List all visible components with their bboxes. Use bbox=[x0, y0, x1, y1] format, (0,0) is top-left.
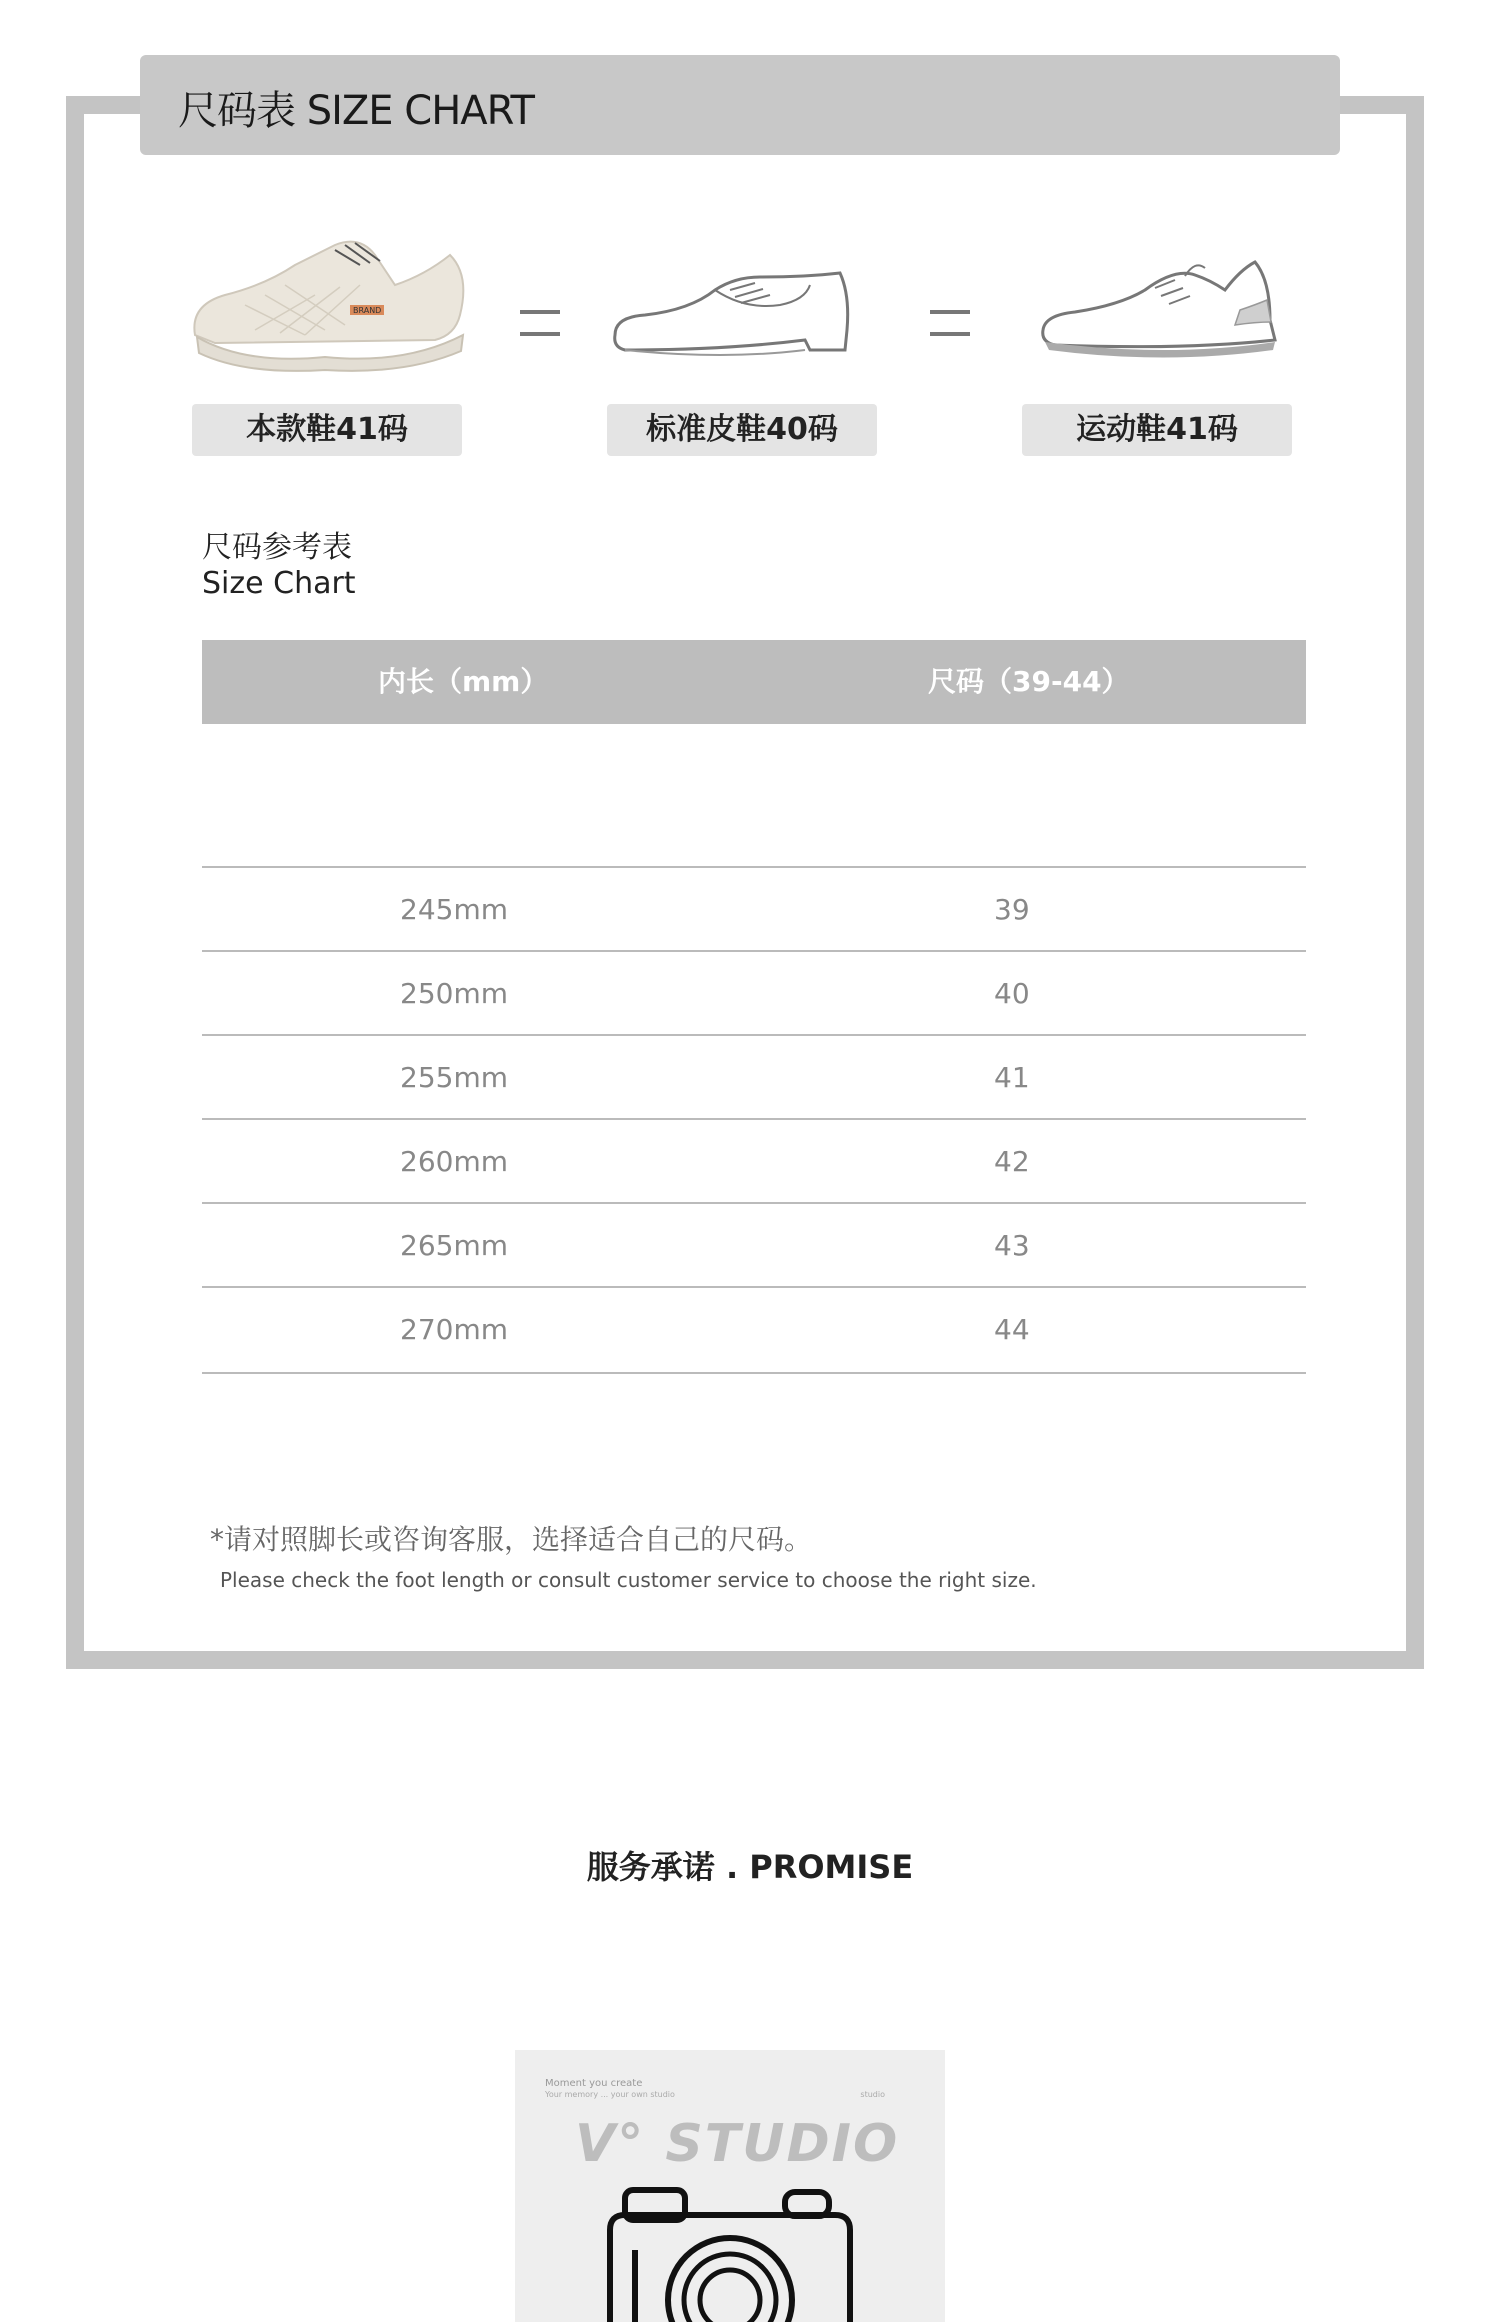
cell-size: 39 bbox=[994, 893, 1030, 926]
table-row bbox=[202, 1118, 1306, 1204]
cell-length: 255mm bbox=[400, 1061, 508, 1094]
table-row bbox=[202, 950, 1306, 1036]
studio-card-tag: studio bbox=[860, 2090, 885, 2099]
cell-size: 40 bbox=[994, 977, 1030, 1010]
sport-shoe-icon bbox=[1035, 250, 1285, 365]
cell-size: 42 bbox=[994, 1145, 1030, 1178]
size-chart-header bbox=[140, 55, 1340, 155]
comparison-label-leather-shoe: 标准皮鞋40码 bbox=[607, 404, 877, 456]
equals-sign-2 bbox=[930, 310, 970, 336]
column-header-length: 内长（mm） bbox=[378, 665, 549, 698]
cell-size: 41 bbox=[994, 1061, 1030, 1094]
table-row bbox=[202, 866, 1306, 952]
cell-length: 270mm bbox=[400, 1313, 508, 1346]
cell-size: 43 bbox=[994, 1229, 1030, 1262]
cell-length: 245mm bbox=[400, 893, 508, 926]
size-table-title bbox=[202, 530, 356, 602]
leather-shoe-icon bbox=[605, 255, 855, 370]
comparison-label-this-shoe: 本款鞋41码 bbox=[192, 404, 462, 456]
studio-card-line1: Moment you create bbox=[545, 2078, 643, 2089]
svg-text:BRAND: BRAND bbox=[353, 306, 382, 315]
promise-title: 服务承诺 . PROMISE bbox=[586, 1848, 914, 1886]
size-note-en: Please check the foot length or consult customer service to choose the right size. bbox=[220, 1568, 1037, 1592]
column-header-size: 尺码（39-44） bbox=[928, 665, 1130, 698]
cell-length: 260mm bbox=[400, 1145, 508, 1178]
table-header bbox=[202, 640, 1306, 724]
table-row bbox=[202, 1286, 1306, 1374]
comparison-label-sport-shoe: 运动鞋41码 bbox=[1022, 404, 1292, 456]
cell-length: 250mm bbox=[400, 977, 508, 1010]
studio-brand: V° STUDIO bbox=[575, 2114, 900, 2174]
equals-sign-1 bbox=[520, 310, 560, 336]
header-title: 尺码表 SIZE CHART bbox=[178, 88, 534, 134]
size-table-title-cn: 尺码参考表 bbox=[202, 530, 352, 565]
studio-card-line2: Your memory ... your own studio bbox=[545, 2090, 675, 2099]
table-row bbox=[202, 1034, 1306, 1120]
size-table-title-en: Size Chart bbox=[202, 566, 356, 601]
size-note-cn: *请对照脚长或咨询客服，选择适合自己的尺码。 bbox=[210, 1523, 813, 1556]
camera-icon bbox=[595, 2170, 865, 2322]
cell-size: 44 bbox=[994, 1313, 1030, 1346]
sneaker-photo-icon bbox=[185, 225, 475, 375]
table-row bbox=[202, 1202, 1306, 1288]
studio-card bbox=[515, 2050, 945, 2322]
cell-length: 265mm bbox=[400, 1229, 508, 1262]
